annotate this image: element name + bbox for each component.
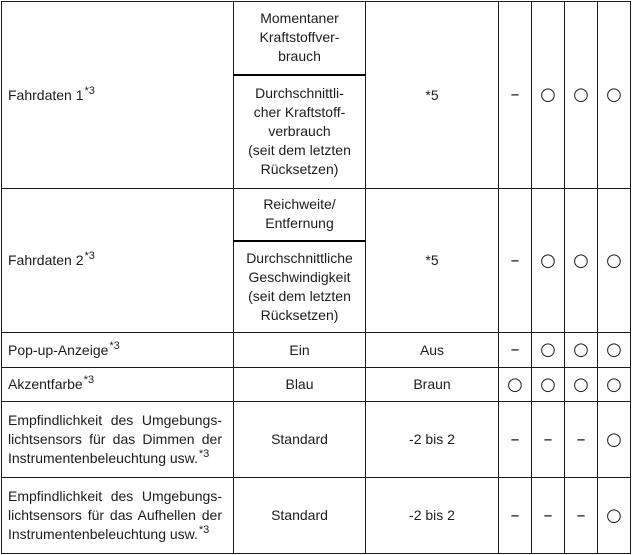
default-setting-line: verbrauch — [268, 123, 331, 140]
function-name: Pop-up-Anzeige — [8, 341, 109, 358]
availability-cell-3 — [565, 368, 598, 402]
availability-cell-3 — [565, 478, 598, 554]
default-setting-line: Geschwindigkeit — [248, 268, 351, 285]
availability-mark: ○ — [606, 504, 622, 526]
custom-setting-value: *5 — [425, 252, 439, 268]
availability-mark: ○ — [573, 339, 589, 360]
availability-cell-4 — [598, 368, 631, 402]
table-row — [2, 402, 631, 478]
availability-cell-2 — [532, 2, 565, 189]
default-setting-line: (seit dem letzten — [248, 142, 351, 159]
custom-setting-cell — [366, 2, 499, 189]
availability-mark: ○ — [573, 373, 589, 395]
custom-setting-cell — [366, 189, 499, 333]
custom-setting-cell — [366, 478, 499, 554]
availability-mark: – — [510, 249, 520, 271]
table-row — [2, 368, 631, 402]
availability-mark: ○ — [573, 84, 589, 105]
availability-cell-2 — [532, 402, 565, 478]
availability-mark: ○ — [573, 249, 589, 271]
availability-cell-4 — [598, 333, 631, 368]
default-setting-line: brauch — [278, 48, 321, 65]
availability-cell-3 — [565, 2, 598, 189]
availability-cell-1 — [499, 478, 532, 554]
availability-mark: – — [510, 84, 520, 105]
table-row — [2, 333, 631, 368]
table-row — [2, 189, 631, 241]
default-setting-line: Rücksetzen) — [260, 306, 339, 323]
function-name-cell — [2, 478, 234, 554]
footnote-ref: *3 — [198, 524, 210, 536]
availability-cell-2 — [532, 333, 565, 368]
function-name-line-last — [8, 449, 222, 468]
default-setting-cell — [234, 75, 366, 189]
function-name-cell — [2, 333, 234, 368]
function-name: Fahrdaten 2 — [8, 252, 84, 268]
availability-mark: ○ — [507, 373, 523, 395]
default-setting-cell — [234, 402, 366, 478]
availability-cell-2 — [532, 189, 565, 333]
footnote-ref: *3 — [83, 374, 95, 386]
default-setting-cell — [234, 241, 366, 333]
custom-setting-value: Braun — [413, 376, 451, 392]
function-name: Akzentfarbe — [8, 376, 83, 392]
default-setting-value: Blau — [285, 376, 314, 392]
availability-mark: ○ — [606, 249, 622, 271]
availability-mark: ○ — [540, 373, 556, 395]
default-setting-cell — [234, 478, 366, 554]
availability-mark: ○ — [606, 373, 622, 395]
custom-setting-value: -2 bis 2 — [409, 507, 455, 523]
default-setting-cell — [234, 368, 366, 402]
availability-mark: – — [543, 428, 553, 450]
function-name-cell — [2, 2, 234, 189]
availability-mark: – — [510, 428, 520, 450]
function-name-cell — [2, 368, 234, 402]
function-name-line: Instrumentenbeleuchtung usw. — [8, 450, 198, 466]
availability-cell-3 — [565, 402, 598, 478]
availability-cell-3 — [565, 333, 598, 368]
availability-mark: ○ — [540, 249, 556, 271]
settings-table — [1, 1, 631, 554]
custom-setting-value: Aus — [419, 341, 445, 358]
availability-cell-4 — [598, 402, 631, 478]
function-name-line: Instrumentenbeleuchtung usw. — [8, 526, 198, 542]
footnote-ref: *3 — [84, 250, 95, 262]
default-setting-line: Reichweite/ — [263, 196, 336, 213]
function-name-line: lichtsensors für das Dimmen der — [8, 431, 222, 447]
default-setting-value: Standard — [271, 507, 328, 523]
availability-cell-2 — [532, 478, 565, 554]
default-setting-line: Momentaner — [260, 10, 339, 27]
availability-cell-1 — [499, 189, 532, 333]
default-setting-line: cher Kraftstoff- — [253, 104, 346, 121]
default-setting-cell — [234, 189, 366, 241]
availability-cell-1 — [499, 368, 532, 402]
table-row — [2, 478, 631, 554]
function-name-cell — [2, 402, 234, 478]
availability-mark: ○ — [540, 84, 556, 105]
availability-cell-2 — [532, 368, 565, 402]
custom-setting-cell — [366, 333, 499, 368]
custom-setting-value: *5 — [425, 86, 439, 103]
availability-mark: ○ — [606, 428, 622, 450]
availability-cell-3 — [565, 189, 598, 333]
availability-cell-4 — [598, 189, 631, 333]
footnote-ref: *3 — [109, 339, 120, 352]
function-name-line: Empfindlichkeit des Umgebungs- — [8, 412, 222, 428]
availability-cell-1 — [499, 333, 532, 368]
availability-cell-1 — [499, 402, 532, 478]
default-setting-line: Durchschnittli- — [255, 85, 344, 102]
default-setting-cell — [234, 333, 366, 368]
default-setting-value: Ein — [289, 341, 310, 358]
availability-cell-4 — [598, 2, 631, 189]
default-setting-line: Entfernung — [265, 215, 334, 232]
footnote-ref: *3 — [198, 448, 210, 460]
default-setting-line: Kraftstoffver- — [259, 29, 340, 46]
availability-mark: – — [510, 339, 520, 360]
default-setting-line: (seit dem letzten — [248, 287, 351, 304]
custom-setting-cell — [366, 402, 499, 478]
availability-mark: – — [543, 504, 553, 526]
custom-setting-value: -2 bis 2 — [409, 431, 455, 447]
availability-mark: ○ — [606, 339, 622, 360]
default-setting-cell — [234, 2, 366, 75]
function-name-line: lichtsensors für das Aufhellen der — [8, 507, 222, 523]
function-name-cell — [2, 189, 234, 333]
availability-mark: ○ — [540, 339, 556, 360]
availability-cell-4 — [598, 478, 631, 554]
footnote-ref: *3 — [84, 84, 95, 97]
availability-mark: – — [576, 504, 586, 526]
function-name: Fahrdaten 1 — [8, 86, 84, 103]
default-setting-value: Standard — [271, 431, 328, 447]
availability-cell-1 — [499, 2, 532, 189]
availability-mark: – — [576, 428, 586, 450]
function-name-line: Empfindlichkeit des Umgebungs- — [8, 488, 222, 504]
default-setting-line: Rücksetzen) — [260, 161, 339, 178]
table-row — [2, 2, 631, 75]
availability-mark: ○ — [606, 84, 622, 105]
function-name-line-last — [8, 525, 222, 544]
availability-mark: – — [510, 504, 520, 526]
custom-setting-cell — [366, 368, 499, 402]
default-setting-line: Durchschnittliche — [246, 249, 353, 266]
